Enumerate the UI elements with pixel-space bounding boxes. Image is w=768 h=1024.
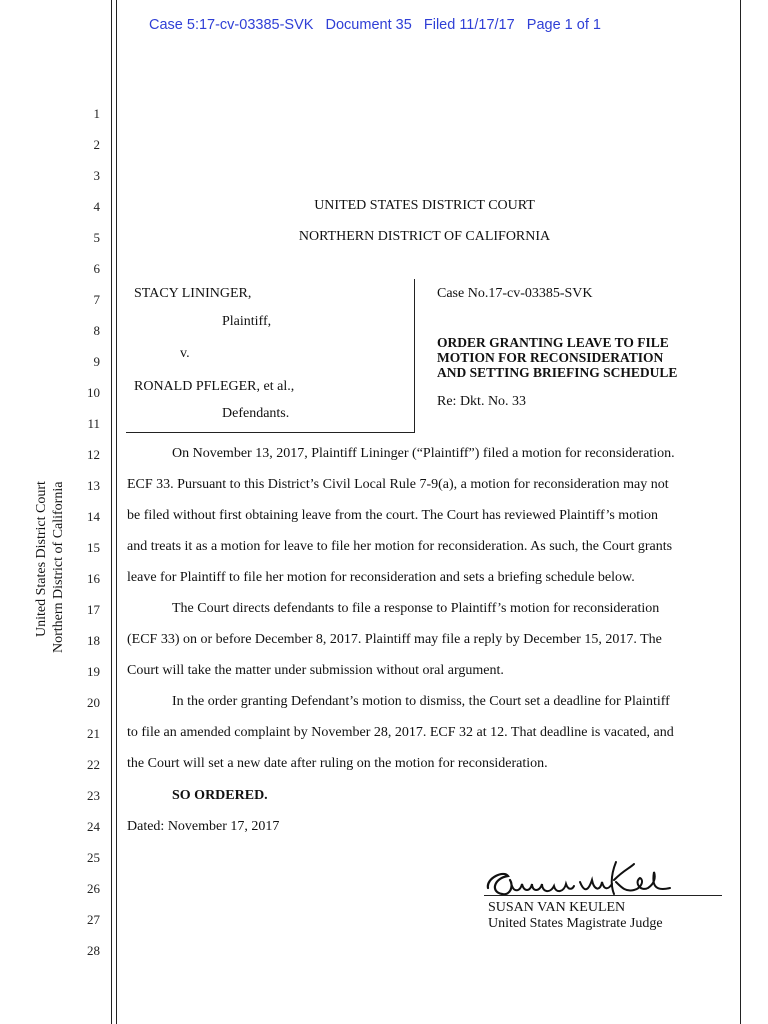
header-page-count: Page 1 of 1 bbox=[526, 17, 601, 33]
line-number: 26 bbox=[87, 881, 100, 896]
line-number: 11 bbox=[87, 416, 100, 431]
line-number: 18 bbox=[87, 633, 100, 648]
line-number: 10 bbox=[87, 385, 100, 400]
dated-line: Dated: November 17, 2017 bbox=[127, 819, 280, 834]
order-title-line: AND SETTING BRIEFING SCHEDULE bbox=[437, 365, 678, 380]
line-number: 19 bbox=[87, 664, 100, 679]
body-line: In the order granting Defendant’s motion to dismiss, the Court set a deadline for Plaintiff bbox=[172, 694, 670, 709]
plaintiff-role: Plaintiff, bbox=[222, 314, 272, 329]
body-line: (ECF 33) on or before December 8, 2017. Plaintiff may file a reply by December 15, 2017. The bbox=[127, 632, 662, 647]
left-margin-rule-outer bbox=[111, 0, 112, 1024]
line-number: 27 bbox=[87, 912, 100, 927]
line-number: 25 bbox=[87, 850, 100, 865]
line-number: 22 bbox=[87, 757, 100, 772]
line-number: 15 bbox=[87, 540, 100, 555]
so-ordered: SO ORDERED. bbox=[172, 788, 268, 803]
line-number: 17 bbox=[87, 602, 100, 617]
caption-divider-vertical bbox=[414, 279, 415, 432]
body-line: On November 13, 2017, Plaintiff Lininger (“Plaintiff”) filed a motion for reconsideration. bbox=[172, 446, 675, 461]
line-number: 5 bbox=[93, 230, 100, 245]
line-number: 16 bbox=[87, 571, 100, 586]
court-district: NORTHERN DISTRICT OF CALIFORNIA bbox=[298, 229, 551, 244]
right-margin-rule bbox=[740, 0, 741, 1024]
line-number: 28 bbox=[87, 943, 100, 958]
line-number: 6 bbox=[93, 261, 100, 276]
body-line: Court will take the matter under submission without oral argument. bbox=[127, 663, 504, 678]
case-number: Case No.17-cv-03385-SVK bbox=[437, 286, 593, 301]
caption-divider-horizontal bbox=[126, 432, 415, 433]
order-title-line: ORDER GRANTING LEAVE TO FILE bbox=[437, 335, 669, 350]
line-number: 13 bbox=[87, 478, 100, 493]
handwritten-signature-icon bbox=[484, 858, 674, 900]
body-line: to file an amended complaint by November 28, 2017. ECF 32 at 12. That deadline is vacated, and bbox=[127, 725, 674, 740]
line-number: 20 bbox=[87, 695, 100, 710]
side-label-court: United States District Court bbox=[34, 481, 49, 637]
side-label-district: Northern District of California bbox=[51, 481, 66, 653]
court-side-label bbox=[34, 463, 68, 653]
body-line: The Court directs defendants to file a response to Plaintiff’s motion for reconsideration bbox=[172, 601, 660, 616]
header-filed-date: Filed 11/17/17 bbox=[423, 17, 515, 33]
defendant-name: RONALD PFLEGER, et al., bbox=[134, 379, 295, 394]
line-number: 7 bbox=[93, 292, 100, 307]
plaintiff-name: STACY LININGER, bbox=[134, 286, 252, 301]
order-title bbox=[437, 335, 677, 380]
header-document-number: Document 35 bbox=[325, 17, 412, 33]
line-number: 2 bbox=[93, 137, 100, 152]
filing-header bbox=[149, 17, 601, 33]
defendant-role: Defendants. bbox=[222, 406, 290, 421]
body-line: and treats it as a motion for leave to file her motion for reconsideration. As such, the Court grants bbox=[127, 539, 673, 554]
docket-reference: Re: Dkt. No. 33 bbox=[437, 394, 527, 409]
line-number: 3 bbox=[93, 168, 100, 183]
line-number: 14 bbox=[87, 509, 100, 524]
line-number: 4 bbox=[93, 199, 100, 214]
line-number: 1 bbox=[93, 106, 100, 121]
versus: v. bbox=[180, 346, 190, 361]
line-number: 8 bbox=[93, 323, 100, 338]
body-line: the Court will set a new date after ruling on the motion for reconsideration. bbox=[127, 756, 548, 771]
signature-line bbox=[484, 895, 722, 896]
body-line: leave for Plaintiff to file her motion for reconsideration and sets a briefing schedule below. bbox=[127, 570, 635, 585]
judge-title: United States Magistrate Judge bbox=[488, 916, 663, 931]
header-case-number: Case 5:17-cv-03385-SVK bbox=[149, 17, 314, 33]
court-name: UNITED STATES DISTRICT COURT bbox=[314, 198, 535, 213]
judge-name: SUSAN VAN KEULEN bbox=[488, 900, 626, 915]
line-number: 23 bbox=[87, 788, 100, 803]
line-number: 21 bbox=[87, 726, 100, 741]
body-line: be filed without first obtaining leave from the court. The Court has reviewed Plaintiff’s motion bbox=[127, 508, 658, 523]
left-margin-rule-inner bbox=[116, 0, 117, 1024]
line-number: 12 bbox=[87, 447, 100, 462]
body-line: ECF 33. Pursuant to this District’s Civil Local Rule 7-9(a), a motion for reconsideration may not bbox=[127, 477, 669, 492]
line-number: 24 bbox=[87, 819, 100, 834]
line-number: 9 bbox=[93, 354, 100, 369]
order-title-line: MOTION FOR RECONSIDERATION bbox=[437, 350, 664, 365]
